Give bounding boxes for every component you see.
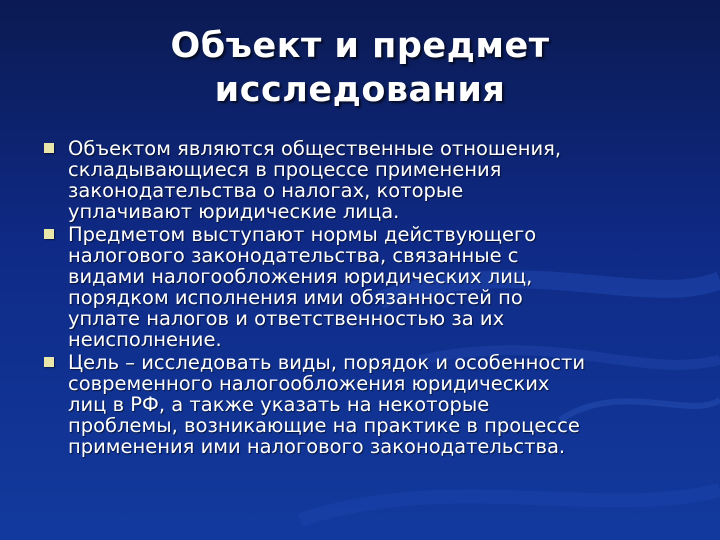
bullet-line: уплате налогов и ответственностью за их — [68, 307, 505, 330]
bullet-line: складывающиеся в процессе применения — [68, 158, 502, 181]
bullet-item-goal — [44, 352, 684, 457]
bullet-line: проблемы, возникающие на практике в процессе — [68, 414, 580, 437]
bullet-line: современного налогообложения юридических — [68, 372, 550, 395]
bullet-line: Цель – исследовать виды, порядок и особенности — [68, 351, 585, 374]
slide-title — [40, 24, 680, 112]
slide-title-line: исследования — [214, 70, 506, 110]
bullet-item-object — [44, 138, 684, 222]
bullet-line: лиц в РФ, а также указать на некоторые — [68, 393, 490, 416]
bullet-item-subject — [44, 224, 684, 350]
bullet-line: Объектом являются общественные отношения, — [68, 137, 562, 160]
bullet-line: применения ими налогового законодательства. — [68, 435, 566, 458]
bullet-line: неисполнение. — [68, 328, 222, 351]
bullet-list — [44, 138, 684, 457]
bullet-line: порядком исполнения ими обязанностей по — [68, 286, 523, 309]
bullet-line: уплачивают юридические лица. — [68, 200, 400, 223]
square-bullet-icon — [44, 143, 54, 153]
square-bullet-icon — [44, 229, 54, 239]
bullet-line: законодательства о налогах, которые — [68, 179, 464, 202]
bullet-line: Предметом выступают нормы действующего — [68, 223, 537, 246]
square-bullet-icon — [44, 357, 54, 367]
bullet-line: налогового законодательства, связанные с — [68, 244, 519, 267]
bullet-line: видами налогообложения юридических лиц, — [68, 265, 533, 288]
slide-title-line: Объект и предмет — [170, 26, 550, 66]
